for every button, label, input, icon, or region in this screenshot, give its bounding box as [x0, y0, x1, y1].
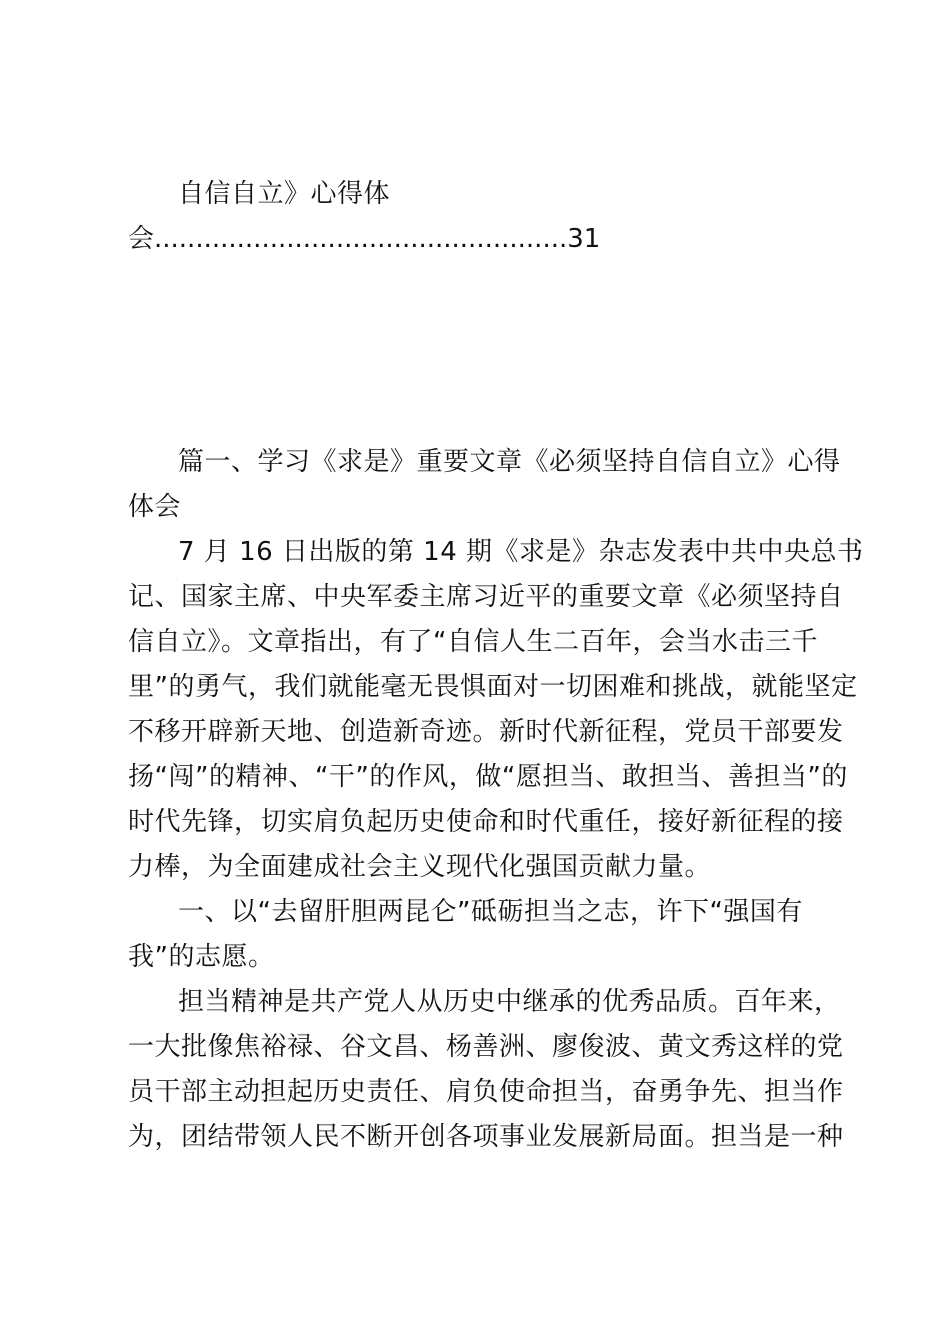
- paragraph-line: 一大批像焦裕禄、谷文昌、杨善洲、廖俊波、黄文秀这样的党: [128, 1032, 844, 1062]
- section-heading: 一、以“去留肝胆两昆仑”砥砺担当之志，许下“强国有: [178, 897, 803, 927]
- toc-entry-line: 自信自立》心得体: [178, 179, 391, 209]
- section-heading: 我”的志愿。: [128, 942, 275, 972]
- paragraph-line: 为，团结带领人民不断开创各项事业发展新局面。担当是一种: [128, 1122, 844, 1152]
- paragraph-line: 扬“闯”的精神、“干”的作风，做“愿担当、敢担当、善担当”的: [128, 762, 848, 792]
- paragraph-line: 信自立》。文章指出，有了“自信人生二百年，会当水击三千: [128, 627, 818, 657]
- paragraph-line: 时代先锋，切实肩负起历史使命和时代重任，接好新征程的接: [128, 807, 844, 837]
- paragraph-line: 7 月 16 日出版的第 14 期《求是》杂志发表中共中央总书: [178, 537, 864, 567]
- article-title: 篇一、学习《求是》重要文章《必须坚持自信自立》心得: [178, 447, 841, 477]
- paragraph-line: 力棒，为全面建成社会主义现代化强国贡献力量。: [128, 852, 712, 882]
- paragraph-line: 员干部主动担起历史责任、肩负使命担当，奋勇争先、担当作: [128, 1077, 844, 1107]
- paragraph-line: 担当精神是共产党人从历史中继承的优秀品质。百年来，: [178, 987, 841, 1017]
- toc-entry-line: 会..................................................31: [128, 224, 601, 254]
- article-title: 体会: [128, 492, 182, 522]
- paragraph-line: 里”的勇气，我们就能毫无畏惧面对一切困难和挑战，就能坚定: [128, 672, 858, 702]
- paragraph-line: 不移开辟新天地、创造新奇迹。新时代新征程，党员干部要发: [128, 717, 844, 747]
- paragraph-line: 记、国家主席、中央军委主席习近平的重要文章《必须坚持自: [128, 582, 844, 612]
